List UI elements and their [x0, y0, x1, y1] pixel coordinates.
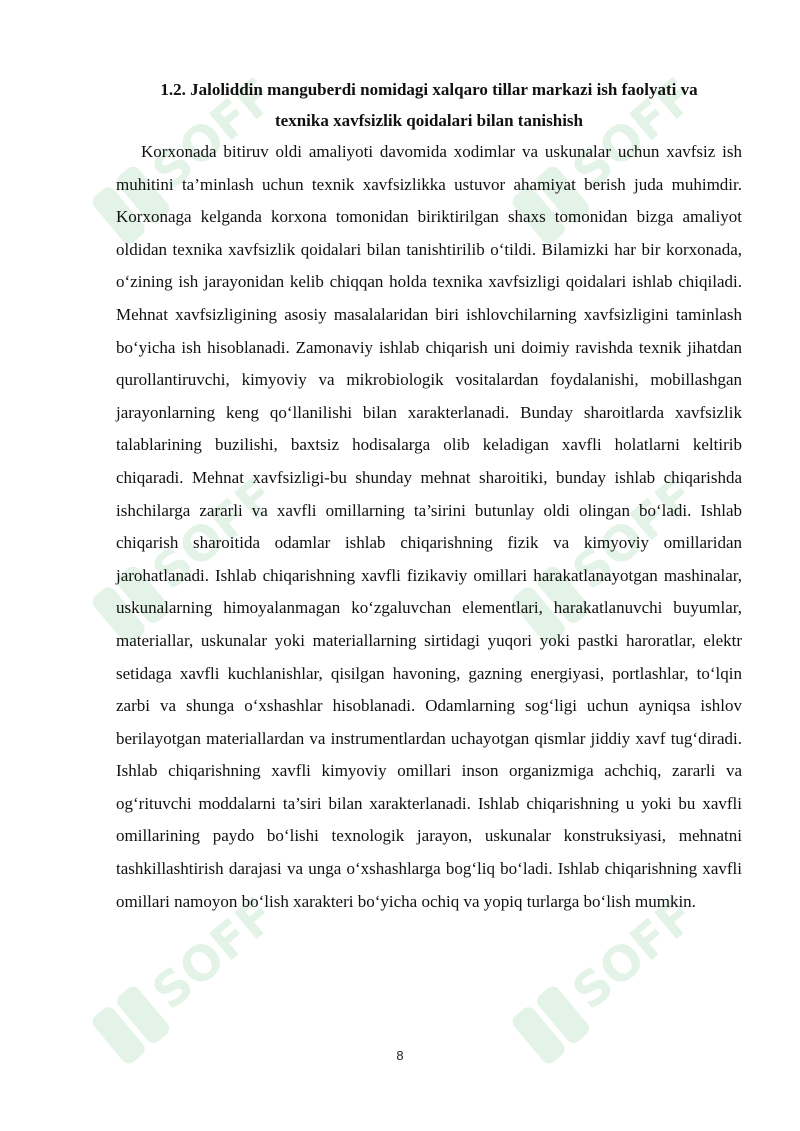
- svg-text:SOFF: SOFF: [562, 887, 707, 1021]
- svg-text:SOFF: SOFF: [142, 467, 287, 601]
- svg-text:SOFF: SOFF: [142, 887, 287, 1021]
- section-heading-line-2: texnika xavfsizlik qoidalari bilan tanishish: [275, 111, 583, 130]
- svg-text:SOFF: SOFF: [562, 467, 707, 601]
- page-number: 8: [396, 1048, 404, 1063]
- body-paragraph: Korxonada bitiruv oldi amaliyoti davomida xodimlar va uskunalar uchun xavfsiz ish muhitini ta’minlash uchun texnik xavfsizlikka ustuvor ahamiyat berish juda muhimdir. Korxonaga kelganda korxona tomonidan biriktirilgan shaxs tomonidan bizga amaliyot oldidan texnika xavfsizlik qoidalari bilan tanishtirilib o‘tildi. Bilamizki har bir korxonada, o‘zining ish jarayonidan kelib chiqqan holda texnika xavfsizligi qoidalari ishlab chiqiladi. Mehnat xavfsizligining asosiy masalalaridan biri ishlovchilarning xavfsizligini taminlash bo‘yicha ish hisoblanadi. Zamonaviy ishlab chiqarish uni doimiy ravishda texnik jihatdan qurollantiruvchi, kimyoviy va mikrobiologik vositalardan foydalanishi, mobillashgan jarayonlarning keng qo‘llanilishi bilan xarakterlanadi. Bunday sharoitlarda xavfsizlik talablarining buzilishi, baxtsiz hodisalarga olib keladigan xavfli holatlarni keltirib chiqaradi. Mehnat xavfsizligi-bu shunday mehnat sharoitiki, bunday ishlab chiqarishda ishchilarga zararli va xavfli omillarning ta’sirini butunlay oldi olingan bo‘ladi. Ishlab chiqarish sharoitida odamlar ishlab chiqarishning fizik va kimyoviy omillaridan jarohatlanadi. Ishlab chiqarishning xavfli fizikaviy omillari harakatlanayotgan mashinalar, uskunalarning himoyalanmagan ko‘zgaluvchan elementlari, harakatlanuvchi buyumlar, materiallar, uskunalar yoki materiallarning sirtidagi yuqori yoki pastki haroratlar, elektr setidaga xavfli kuchlanishlar, qisilgan havoning, gazning energiyasi, portlashlar, to‘lqin zarbi va shunga o‘xshashlar hisoblanadi. Odamlarning sog‘ligi uchun ayniqsa ishlov berilayotgan materiallardan va instrumentlardan uchayotgan qismlar jiddiy xavf tug‘diradi. Ishlab chiqarishning xavfli kimyoviy omillari inson organizmiga achchiq, zararli va og‘rituvchi moddalarni ta’siri bilan xarakterlanadi. Ishlab chiqarishning u yoki bu xavfli omillarining paydo bo‘lishi texnologik jarayon, uskunalar konstruksiyasi, mehnatni tashkillashtirish darajasi va unga o‘xshashlarga bog‘liq bo‘ladi. Ishlab chiqarishning xavfli omillari namoyon bo‘lish xarakteri bo‘yicha ochiq va yopiq turlarga bo‘lish mumkin.: [116, 142, 742, 911]
- svg-text:SOFF: SOFF: [562, 67, 707, 201]
- svg-text:SOFF: SOFF: [142, 67, 287, 201]
- document-page: [116, 66, 742, 918]
- section-heading: [116, 74, 742, 136]
- section-heading-line-1: 1.2. Jaloliddin manguberdi nomidagi xalqaro tillar markazi ish faolyati va: [160, 80, 698, 99]
